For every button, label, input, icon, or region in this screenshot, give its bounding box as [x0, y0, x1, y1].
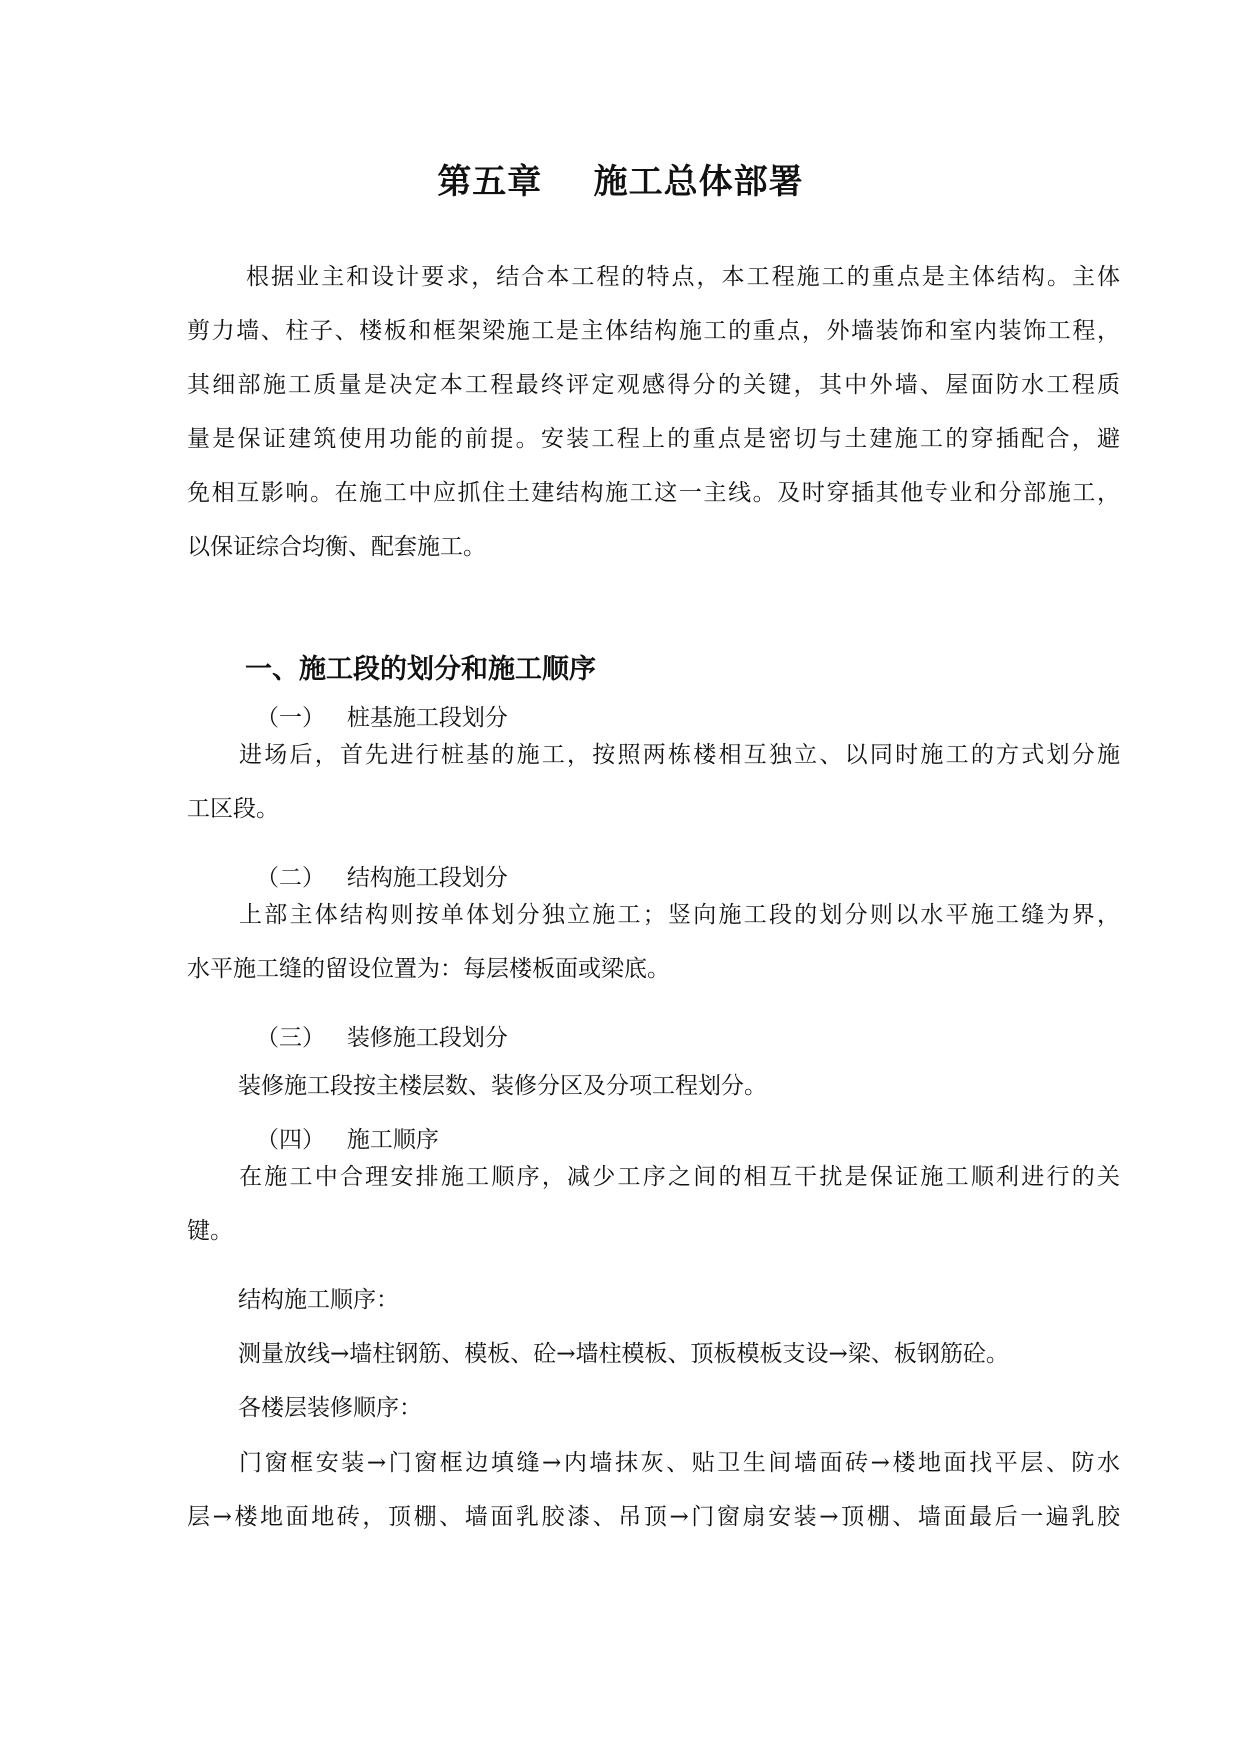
- intro-line: 免相互影响。在施工中应抓住土建结构施工这一主线。及时穿插其他专业和分部施工，: [187, 480, 1120, 506]
- paragraph-line: 层→楼地面地砖，顶棚、墙面乳胶漆、吊顶→门窗扇安装→顶棚、墙面最后一遍乳胶: [187, 1504, 1120, 1530]
- structure-sequence-text: 测量放线→墙柱钢筋、模板、砼→墙柱模板、顶板模板支设→梁、板钢筋砼。: [238, 1341, 1009, 1367]
- paragraph-line: 水平施工缝的留设位置为：每层楼板面或梁底。: [187, 956, 670, 982]
- subsection-heading-3: （三） 装修施工段划分: [256, 1025, 508, 1051]
- intro-line: 以保证综合均衡、配套施工。: [187, 534, 486, 560]
- intro-line: 剪力墙、柱子、楼板和框架梁施工是主体结构施工的重点，外墙装饰和室内装饰工程，: [187, 318, 1120, 344]
- intro-line: 根据业主和设计要求，结合本工程的特点，本工程施工的重点是主体结构。主体: [246, 264, 1120, 290]
- subsection-heading-2: （二） 结构施工段划分: [256, 865, 508, 891]
- subsection-heading-4: （四） 施工顺序: [256, 1127, 439, 1153]
- subsection-3-text: 装修施工段按主楼层数、装修分区及分项工程划分。: [238, 1073, 767, 1099]
- intro-line: 量是保证建筑使用功能的前提。安装工程上的重点是密切与土建施工的穿插配合，避: [187, 426, 1120, 452]
- structure-sequence-label: 结构施工顺序：: [238, 1287, 399, 1313]
- finish-sequence-paragraph: [187, 1436, 1120, 1544]
- chapter-title: 第五章 施工总体部署: [437, 162, 804, 202]
- intro-line: 其细部施工质量是决定本工程最终评定观感得分的关键，其中外墙、屋面防水工程质: [187, 372, 1120, 398]
- paragraph-line: 在施工中合理安排施工顺序，减少工序之间的相互干扰是保证施工顺利进行的关: [239, 1164, 1120, 1190]
- paragraph-line: 键。: [187, 1218, 233, 1244]
- subsection-4-paragraph: [187, 1150, 1120, 1258]
- paragraph-line: 工区段。: [187, 796, 279, 822]
- finish-sequence-label: 各楼层装修顺序：: [238, 1395, 422, 1421]
- paragraph-line: 上部主体结构则按单体划分独立施工；竖向施工段的划分则以水平施工缝为界，: [239, 902, 1120, 928]
- paragraph-line: 门窗框安装→门窗框边填缝→内墙抹灰、贴卫生间墙面砖→楼地面找平层、防水: [239, 1450, 1120, 1476]
- intro-paragraph: [187, 250, 1120, 574]
- paragraph-line: 进场后，首先进行桩基的施工，按照两栋楼相互独立、以同时施工的方式划分施: [239, 742, 1120, 768]
- subsection-1-paragraph: [187, 728, 1120, 836]
- subsection-2-paragraph: [187, 888, 1120, 996]
- subsection-heading-1: （一） 桩基施工段划分: [256, 705, 508, 731]
- section-heading: 一、施工段的划分和施工顺序: [245, 654, 596, 685]
